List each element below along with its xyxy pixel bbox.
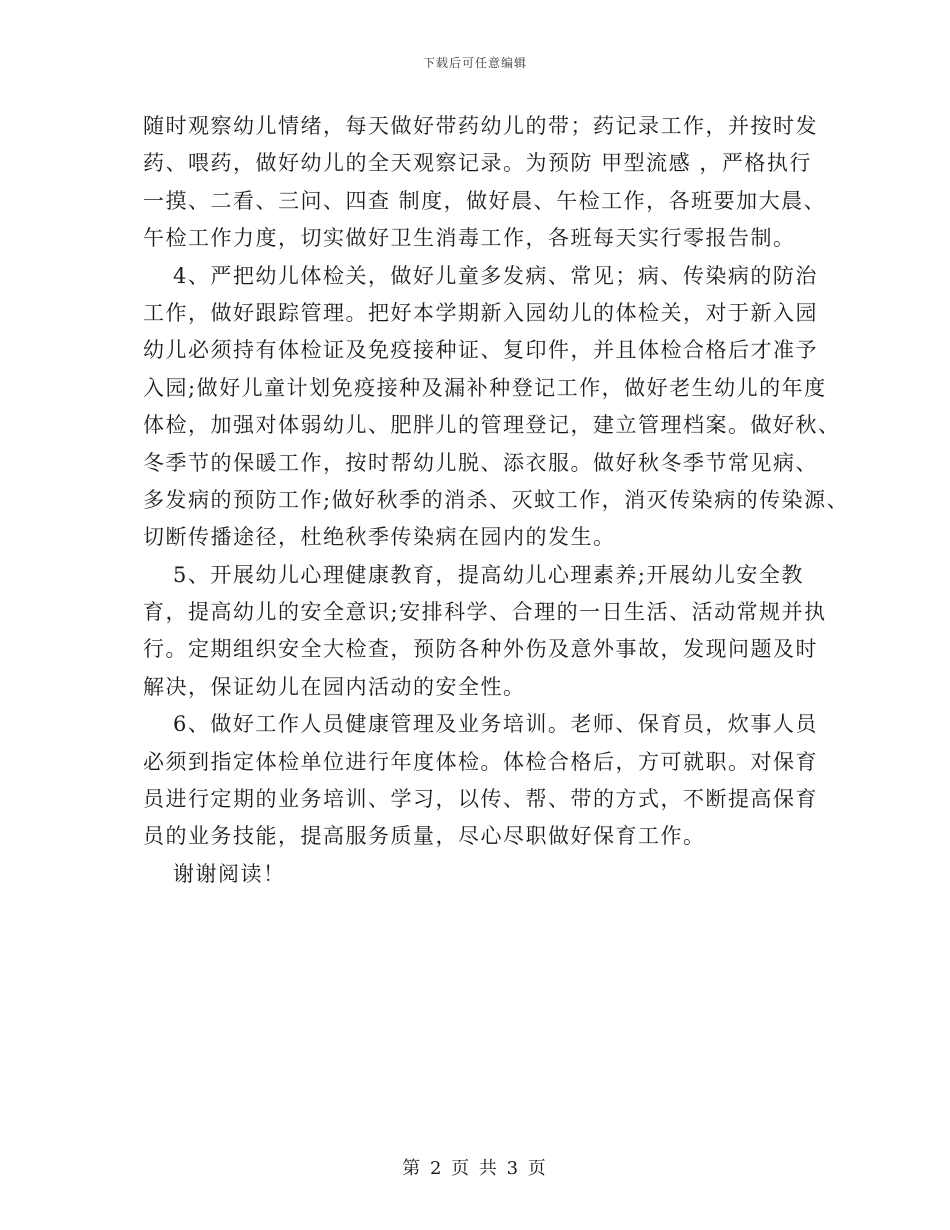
body-line: 多发病的预防工作;做好秋季的消杀、灭蚊工作，消灭传染病的传染源、 [143,487,850,512]
download-note: 下载后可任意编辑 [422,56,527,70]
body-line: 随时观察幼儿情绪，每天做好带药幼儿的带；药记录工作，并按时发 [143,114,818,138]
body-line: 必须到指定体检单位进行年度体检。体检合格后，方可就职。对保育 [143,749,818,774]
body-line: 员进行定期的业务培训、学习，以传、帮、带的方式，不断提高保育 [143,787,818,812]
document-body [143,108,850,893]
body-line: 员的业务技能，提高服务质量，尽心尽职做好保育工作。 [143,824,706,849]
body-line: 药、喂药，做好幼儿的全天观察记录。为预防 甲型流感 ，严格执行 [143,151,812,176]
body-line: 入园;做好儿童计划免疫接种及漏补种登记工作，做好老生幼儿的年度 [143,375,827,400]
body-line: 育，提高幼儿的安全意识;安排科学、合理的一日生活、活动常规并执 [143,600,827,625]
body-line: 一摸、二看、三问、四查 制度，做好晨、午检工作，各班要加大晨、 [143,188,827,213]
body-line: 冬季节的保暖工作，按时帮幼儿脱、添衣服。做好秋冬季节常见病、 [143,450,818,475]
body-line: 体检，加强对体弱幼儿、肥胖儿的管理登记，建立管理档案。做好秋、 [143,413,841,438]
closing-line: 谢谢阅读！ [173,861,286,886]
body-line: 行。定期组织安全大检查，预防各种外伤及意外事故，发现问题及时 [143,637,818,662]
paragraph-5-start: 5、开展幼儿心理健康教育，提高幼儿心理素养;开展幼儿安全教 [173,562,804,587]
body-line: 工作，做好跟踪管理。把好本学期新入园幼儿的体检关，对于新入园 [143,300,818,325]
paragraph-4-start: 4、严把幼儿体检关，做好儿童多发病、常见；病、传染病的防治 [173,263,818,288]
paragraph-6-start: 6、做好工作人员健康管理及业务培训。老师、保育员，炊事人员 [173,712,818,737]
body-line: 幼儿必须持有体检证及免疫接种证、复印件，并且体检合格后才准予 [143,338,818,363]
page-number: 第 2 页 共 3 页 [402,1158,548,1179]
body-line: 午检工作力度，切实做好卫生消毒工作，各班每天实行零报告制。 [143,226,796,251]
body-line: 解决，保证幼儿在园内活动的安全性。 [143,674,526,699]
body-line: 切断传播途径，杜绝秋季传染病在园内的发生。 [143,525,616,550]
